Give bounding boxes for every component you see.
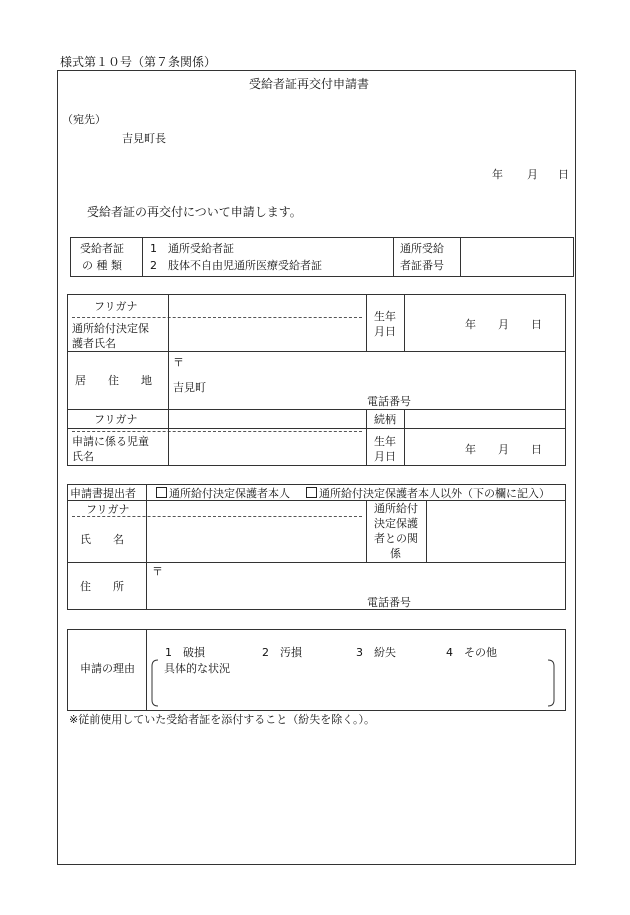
submitter-name-field[interactable] bbox=[148, 501, 364, 561]
guardian-address-label: 居 住 地 bbox=[75, 374, 152, 387]
guardian-name-label: 通所給付決定保 bbox=[72, 322, 149, 335]
child-birth-label: 生年 bbox=[374, 435, 396, 448]
checkbox-icon[interactable] bbox=[306, 487, 317, 498]
guardian-birth-day[interactable]: 日 bbox=[531, 318, 542, 331]
submitter-option-self[interactable] bbox=[156, 487, 290, 500]
submitter-postal-mark: 〒 bbox=[152, 565, 163, 578]
certificate-number-field[interactable] bbox=[462, 239, 570, 274]
certificate-type-label: 受給者証 bbox=[80, 242, 124, 255]
guardian-birth-year[interactable]: 年 bbox=[465, 318, 476, 331]
certificate-option-1[interactable]: 1 通所受給者証 bbox=[150, 242, 234, 255]
reason-label: 申請の理由 bbox=[80, 662, 135, 675]
footnote: ※従前使用していた受給者証を添付すること（紛失を除く。）。 bbox=[69, 713, 375, 726]
form-number: 様式第１０号（第７条関係） bbox=[60, 55, 217, 69]
child-birth-label-2: 月日 bbox=[374, 450, 396, 463]
application-date-day[interactable]: 日 bbox=[558, 168, 569, 181]
addressee-prefix: （宛先） bbox=[62, 113, 106, 126]
application-date-month[interactable]: 月 bbox=[527, 168, 538, 181]
guardian-birth-label-2: 月日 bbox=[374, 325, 396, 338]
certificate-option-2[interactable]: 2 肢体不自由児通所医療受給者証 bbox=[150, 259, 322, 272]
submitter-relation-label-4: 係 bbox=[390, 547, 401, 560]
guardian-phone-label: 電話番号 bbox=[367, 395, 411, 408]
reason-option-4[interactable]: 4 その他 bbox=[446, 646, 497, 659]
submitter-relation-label: 通所給付 bbox=[374, 502, 418, 515]
guardian-town[interactable]: 吉見町 bbox=[173, 381, 206, 394]
submitter-option-self-label: 通所給付決定保護者本人 bbox=[169, 487, 290, 500]
submitter-phone-label: 電話番号 bbox=[367, 596, 411, 609]
addressee-name: 吉見町長 bbox=[122, 132, 166, 145]
guardian-name-label-2: 護者氏名 bbox=[72, 337, 116, 350]
submitter-option-other[interactable] bbox=[306, 487, 550, 500]
form-frame bbox=[57, 70, 576, 865]
submitter-address-field[interactable] bbox=[148, 578, 562, 594]
reason-detail-field[interactable] bbox=[160, 676, 550, 704]
child-birth-month[interactable]: 月 bbox=[498, 443, 509, 456]
application-date-year[interactable]: 年 bbox=[492, 168, 503, 181]
child-furigana-label: フリガナ bbox=[94, 413, 138, 426]
guardian-birth-label: 生年 bbox=[374, 310, 396, 323]
submitter-furigana-label: フリガナ bbox=[86, 503, 130, 516]
submitter-address-label: 住 所 bbox=[80, 580, 124, 593]
submitter-name-label: 氏 名 bbox=[80, 533, 124, 546]
certificate-type-label-2: の 種 類 bbox=[82, 259, 122, 272]
submitter-relation-label-3: 者との関 bbox=[374, 532, 418, 545]
guardian-furigana-label: フリガナ bbox=[94, 300, 138, 313]
submitter-label: 申請書提出者 bbox=[70, 487, 136, 500]
child-birth-day[interactable]: 日 bbox=[531, 443, 542, 456]
reason-option-1[interactable]: 1 破損 bbox=[165, 646, 205, 659]
child-birth-year[interactable]: 年 bbox=[465, 443, 476, 456]
guardian-name-field[interactable] bbox=[170, 296, 364, 350]
child-name-label-2: 氏名 bbox=[72, 450, 94, 463]
certificate-number-label-2: 者証番号 bbox=[400, 259, 444, 272]
child-name-field[interactable] bbox=[170, 410, 364, 463]
child-name-label: 申請に係る児童 bbox=[72, 435, 149, 448]
child-relation-field[interactable] bbox=[406, 410, 563, 427]
submitter-relation-label-2: 決定保護 bbox=[374, 517, 418, 530]
form-title: 受給者証再交付申請書 bbox=[249, 77, 370, 91]
guardian-postal-mark: 〒 bbox=[173, 356, 184, 369]
certificate-number-label: 通所受給 bbox=[400, 242, 444, 255]
reason-option-3[interactable]: 3 紛失 bbox=[356, 646, 396, 659]
submitter-option-other-label: 通所給付決定保護者本人以外（下の欄に記入） bbox=[319, 487, 550, 500]
submitter-relation-field[interactable] bbox=[428, 501, 563, 561]
guardian-birth-month[interactable]: 月 bbox=[498, 318, 509, 331]
reason-detail-label: 具体的な状況 bbox=[164, 662, 230, 675]
reason-option-2[interactable]: 2 汚損 bbox=[262, 646, 302, 659]
intro-text: 受給者証の再交付について申請します。 bbox=[87, 205, 302, 219]
child-relation-label: 続柄 bbox=[374, 413, 396, 426]
checkbox-icon[interactable] bbox=[156, 487, 167, 498]
